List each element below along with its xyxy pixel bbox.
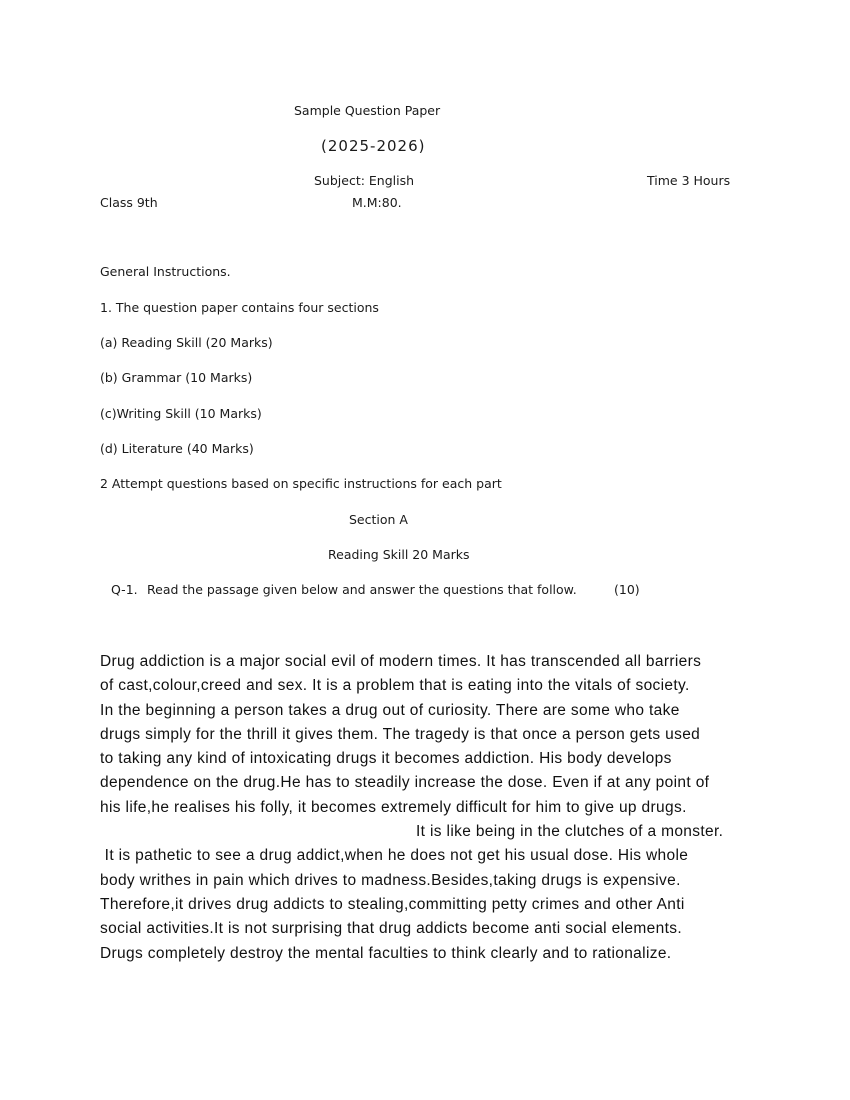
passage-line: In the beginning a person takes a drug out of curiosity. There are some who take [100, 701, 680, 719]
instruction-item-2: 2 Attempt questions based on specific instructions for each part [100, 476, 502, 491]
passage-line: social activities.It is not surprising that drug addicts become anti social elements. [100, 920, 682, 938]
class-label: Class 9th [100, 195, 158, 210]
section-title: Section A [349, 512, 408, 527]
question-number: Q-1. [111, 582, 138, 597]
time-label: Time 3 Hours [647, 173, 731, 188]
section-item-grammar: (b) Grammar (10 Marks) [100, 370, 253, 385]
reading-passage [100, 650, 760, 966]
section-item-reading: (a) Reading Skill (20 Marks) [100, 335, 273, 350]
question-marks: (10) [614, 582, 640, 597]
passage-line: Drug addiction is a major social evil of modern times. It has transcended all barriers [100, 653, 702, 670]
passage-line: Drugs completely destroy the mental faculties to think clearly and to rationalize. [100, 944, 672, 962]
passage-line: It is like being in the clutches of a monster. [416, 823, 724, 841]
max-marks-label: M.M:80. [352, 195, 402, 210]
passage-line: his life,he realises his folly, it becomes extremely difficult for him to give up drugs. [100, 798, 687, 816]
passage-line: Therefore,it drives drug addicts to stealing,committing petty crimes and other Anti [100, 895, 685, 913]
passage-line: body writhes in pain which drives to madness.Besides,taking drugs is expensive. [100, 871, 681, 889]
academic-year: (2025-2026) [321, 137, 426, 155]
passage-line: It is pathetic to see a drug addict,when he does not get his usual dose. His whole [100, 847, 689, 865]
subject-label: Subject: English [314, 173, 415, 188]
passage-line: to taking any kind of intoxicating drugs it becomes addiction. His body develops [100, 750, 672, 768]
section-item-writing: (c)Writing Skill (10 Marks) [100, 406, 262, 421]
paper-title: Sample Question Paper [294, 103, 441, 118]
section-item-literature: (d) Literature (40 Marks) [100, 441, 254, 456]
passage-line: dependence on the drug.He has to steadily increase the dose. Even if at any point of [100, 774, 710, 792]
passage-line: drugs simply for the thrill it gives them. The tragedy is that once a person gets used [100, 725, 701, 743]
instruction-item-1: 1. The question paper contains four sections [100, 300, 379, 315]
section-subtitle: Reading Skill 20 Marks [328, 547, 470, 562]
question-text: Read the passage given below and answer the questions that follow. [147, 582, 577, 597]
instructions-heading: General Instructions. [100, 264, 231, 279]
passage-line: of cast,colour,creed and sex. It is a problem that is eating into the vitals of society. [100, 677, 690, 695]
